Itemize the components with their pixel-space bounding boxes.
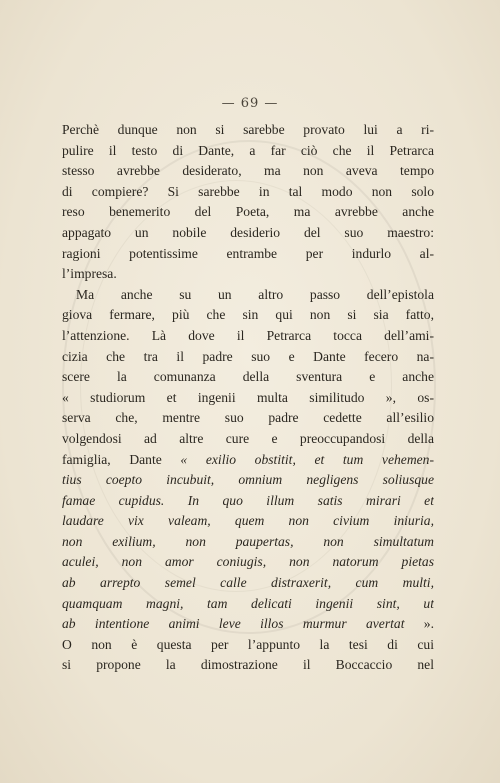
body-text [62,120,434,676]
text-line [62,223,434,244]
text-line [62,182,434,203]
text-run: serva che, mentre suo padre cedette all’esilio [62,410,434,426]
text-line [62,532,434,553]
text-run: di compiere? Si sarebbe in tal modo non solo [62,183,434,199]
text-run: pulire il testo di Dante, a far ciò che il Petrarca [62,142,434,158]
text-line [62,120,434,141]
text-run: reso benemerito del Poeta, ma avrebbe anche [62,204,434,220]
text-line [62,470,434,491]
text-run: l’impresa. [62,266,117,282]
text-line [62,305,434,326]
text-line [62,388,434,409]
text-run: « studiorum et ingenii multa similitudo », os- [62,389,434,405]
text-line [62,285,434,306]
text-run: stesso avrebbe desiderato, ma non aveva tempo [62,163,434,179]
latin-quote-text: « exilio obstitit, et tum vehemen- [180,451,434,467]
text-line [62,594,434,615]
latin-quote-text: famae cupidus. In quo illum satis mirari et [62,492,434,508]
text-line [62,326,434,347]
text-run: Perchè dunque non si sarebbe provato lui a ri- [62,122,434,137]
text-run: famiglia, Dante [62,451,181,467]
text-line [62,347,434,368]
latin-quote-text: aculei, non amor coniugis, non natorum pietas [62,554,434,570]
text-line [62,161,434,182]
text-run: Ma anche su un altro passo dell’epistola [76,286,434,302]
latin-quote-text: tius coepto incubuit, omnium negligens soliusque [62,472,434,488]
text-run: ». [404,616,434,632]
text-line [62,264,434,285]
text-run: appagato un nobile desiderio del suo maestro: [62,224,434,240]
text-run: si propone la dimostrazione il Boccaccio nel [62,657,434,673]
text-line [62,202,434,223]
latin-quote-text: laudare vix valeam, quem non civium iniuria, [62,513,434,529]
latin-quote-text: ab arrepto semel calle distraxerit, cum multi, [62,575,434,591]
text-run: volgendosi ad altre cure e preoccupandosi della [62,430,434,446]
text-line [62,655,434,676]
text-line [62,552,434,573]
text-run: giova fermare, più che sin qui non si sia fatto, [62,307,434,323]
text-run: scere la comunanza della sventura e anche [62,369,434,385]
text-line [62,614,434,635]
text-run: O non è questa per l’appunto la tesi di cui [62,636,434,652]
text-line [62,408,434,429]
text-line [62,635,434,656]
text-line [62,573,434,594]
text-run: cizia che tra il padre suo e Dante fecero na- [62,348,434,364]
text-line [62,491,434,512]
latin-quote-text: non exilium, non paupertas, non simultatum [62,533,434,549]
latin-quote-text: ab intentione animi leve illos murmur avertat [62,616,405,632]
text-line [62,429,434,450]
latin-quote-text: quamquam magni, tam delicati ingenii sint, ut [62,595,434,611]
text-line [62,367,434,388]
text-line [62,511,434,532]
text-run: l’attenzione. Là dove il Petrarca tocca dell’ami- [62,327,434,343]
text-line [62,450,434,471]
page-number: — 69 — [221,96,279,111]
text-run: ragioni potentissime entrambe per indurlo al- [62,245,434,261]
text-line [62,244,434,265]
text-line [62,141,434,162]
